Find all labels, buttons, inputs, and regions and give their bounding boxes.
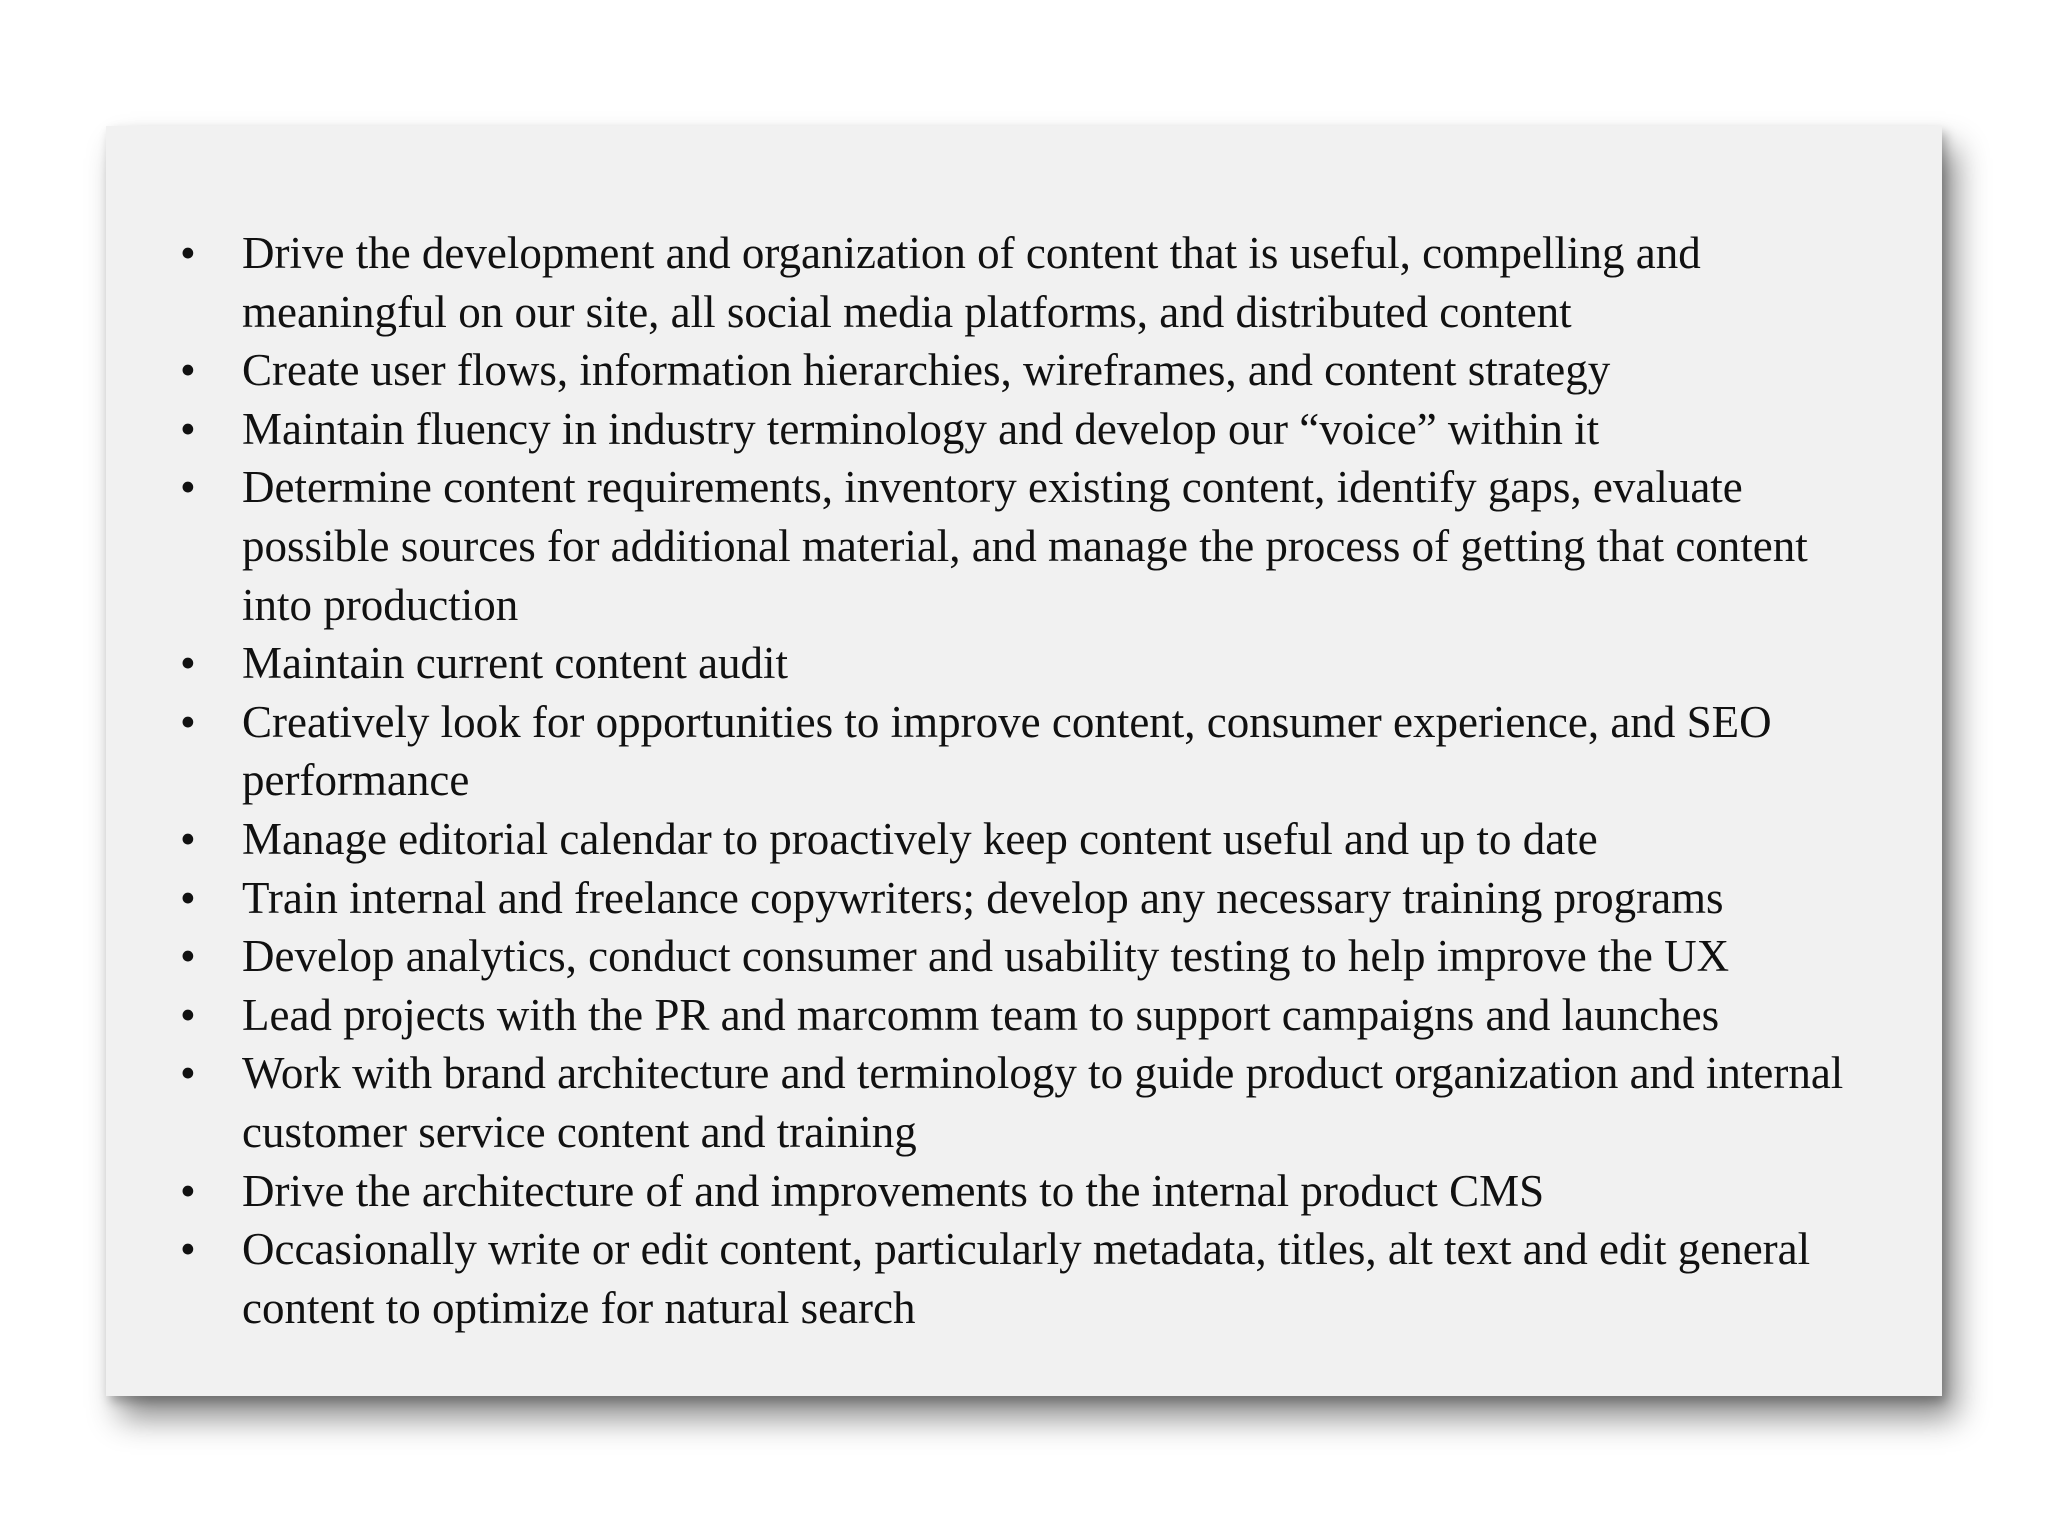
bullet-icon: • bbox=[180, 638, 196, 689]
bullet-icon: • bbox=[180, 345, 196, 396]
list-item-text: Occasionally write or edit content, particularly metadata, titles, alt text and edit general content to optimize for natural search bbox=[242, 1224, 1811, 1333]
bullet-icon: • bbox=[180, 1165, 196, 1216]
list-item bbox=[106, 634, 1942, 693]
list-item-text: Work with brand architecture and terminology to guide product organization and internal customer service content and training bbox=[242, 1048, 1844, 1157]
list-item-text: Maintain current content audit bbox=[242, 638, 789, 689]
bullet-icon: • bbox=[180, 989, 196, 1040]
list-item bbox=[106, 927, 1942, 986]
bullet-icon: • bbox=[180, 1048, 196, 1099]
list-item-text: Maintain fluency in industry terminology and develop our “voice” within it bbox=[242, 403, 1600, 454]
list-item bbox=[106, 458, 1942, 634]
bullet-icon: • bbox=[180, 931, 196, 982]
list-item-text: Develop analytics, conduct consumer and usability testing to help improve the UX bbox=[242, 931, 1730, 982]
list-item bbox=[106, 224, 1942, 341]
bullet-icon: • bbox=[180, 813, 196, 864]
list-item bbox=[106, 1044, 1942, 1161]
list-item-text: Train internal and freelance copywriters; develop any necessary training programs bbox=[242, 872, 1724, 923]
bullet-icon: • bbox=[180, 228, 196, 278]
list-item bbox=[106, 986, 1942, 1045]
bullet-icon: • bbox=[180, 872, 196, 923]
list-item bbox=[106, 693, 1942, 810]
list-item bbox=[106, 400, 1942, 459]
list-item bbox=[106, 1220, 1942, 1337]
responsibilities-list bbox=[106, 224, 1942, 1337]
list-item-text: Drive the architecture of and improvements to the internal product CMS bbox=[242, 1165, 1545, 1216]
list-item bbox=[106, 1162, 1942, 1221]
document-card bbox=[106, 126, 1942, 1396]
list-item bbox=[106, 810, 1942, 869]
list-item-text: Creatively look for opportunities to improve content, consumer experience, and SEO performance bbox=[242, 696, 1772, 806]
list-item bbox=[106, 869, 1942, 928]
list-item bbox=[106, 341, 1942, 400]
list-item-text: Determine content requirements, inventory existing content, identify gaps, evaluate possible sources for additional material, and manage the process of getting that content into production bbox=[242, 462, 1808, 630]
bullet-icon: • bbox=[180, 1224, 196, 1275]
bullet-icon: • bbox=[180, 696, 196, 747]
list-item-text: Manage editorial calendar to proactively keep content useful and up to date bbox=[242, 813, 1598, 864]
list-item-text: Lead projects with the PR and marcomm team to support campaigns and launches bbox=[242, 989, 1720, 1040]
list-item-text: Create user flows, information hierarchies, wireframes, and content strategy bbox=[242, 345, 1611, 396]
bullet-icon: • bbox=[180, 403, 196, 454]
list-item-text: Drive the development and organization of content that is useful, compelling and meaningful on our site, all social media platforms, and distributed content bbox=[242, 228, 1701, 337]
bullet-icon: • bbox=[180, 462, 196, 513]
